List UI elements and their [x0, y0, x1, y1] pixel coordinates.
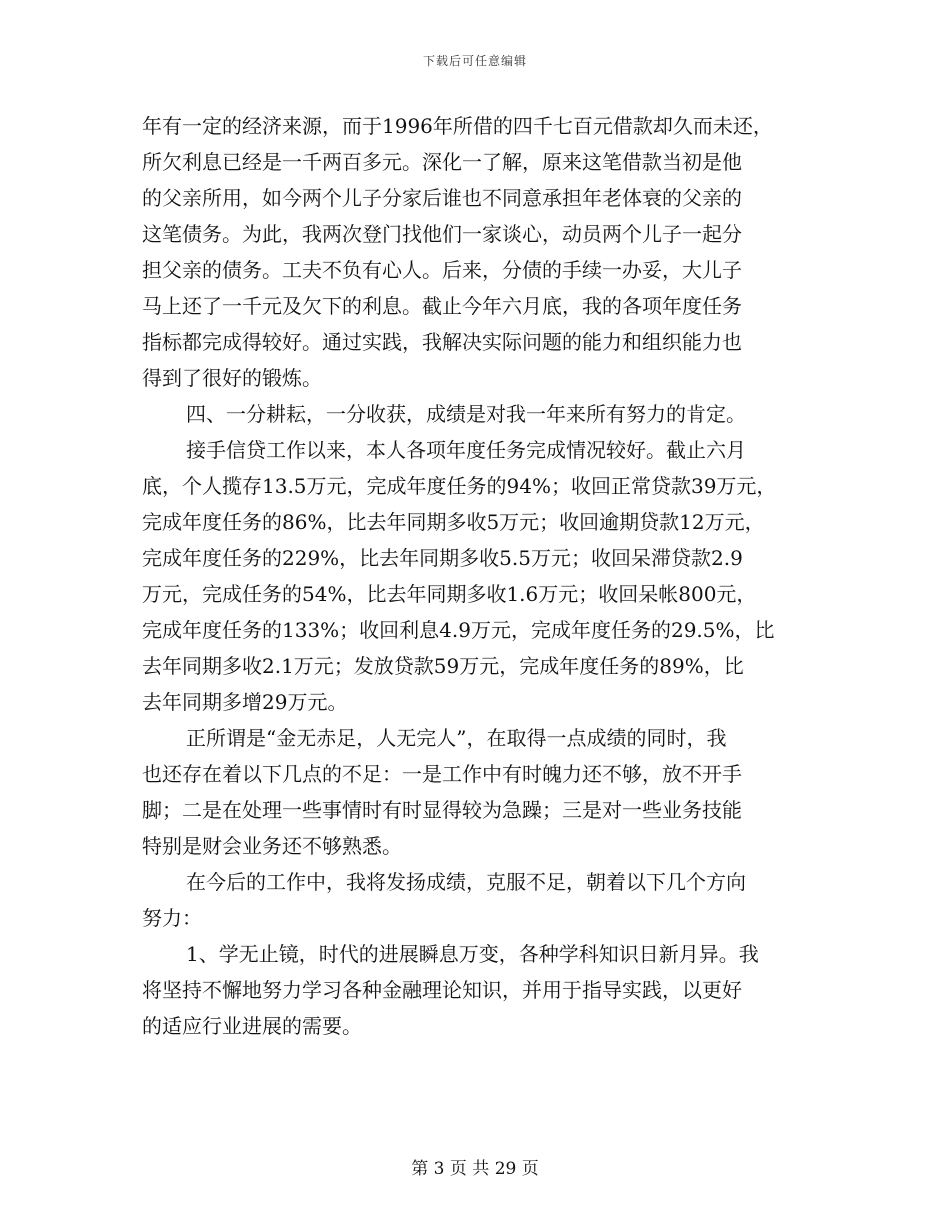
text-line-2: 所欠利息已经是一千两百多元。深化一了解，原来这笔借款当初是他	[142, 150, 742, 174]
text-line-1: 年有一定的经济来源，而于1996年所借的四千七百元借款却久而未还，	[142, 114, 773, 138]
text-line-7: 指标都完成得较好。通过实践，我解决实际问题的能力和组织能力也	[142, 330, 742, 354]
text-line-19: 也还存在着以下几点的不足：一是工作中有时魄力还不够，放不开手	[142, 762, 742, 786]
text-line-20: 脚；二是在处理一些事情时有时显得较为急躁；三是对一些业务技能	[142, 798, 742, 822]
text-line-25: 将坚持不懈地努力学习各种金融理论知识，并用于指导实践，以更好	[142, 978, 742, 1002]
text-line-5: 担父亲的债务。工夫不负有心人。后来，分债的手续一办妥，大儿子	[142, 258, 742, 282]
text-line-8: 得到了很好的锻炼。	[142, 366, 322, 390]
text-line-26: 的适应行业进展的需要。	[142, 1014, 362, 1038]
text-line-9: 四、一分耕耘，一分收获，成绩是对我一年来所有努力的肯定。	[186, 402, 746, 426]
text-line-15: 完成年度任务的133%；收回利息4.9万元，完成年度任务的29.5%，比	[142, 618, 775, 642]
text-line-10: 接手信贷工作以来，本人各项年度任务完成情况较好。截止六月	[186, 438, 746, 462]
text-line-16: 去年同期多收2.1万元；发放贷款59万元，完成年度任务的89%，比	[142, 654, 744, 678]
text-line-24: 1、学无止镜，时代的进展瞬息万变，各种学科知识日新月异。我	[186, 942, 759, 966]
text-line-11: 底，个人揽存13.5万元，完成年度任务的94%；收回正常贷款39万元，	[142, 474, 777, 498]
text-line-3: 的父亲所用，如今两个儿子分家后谁也不同意承担年老体衰的父亲的	[142, 186, 742, 210]
text-line-23: 努力：	[142, 906, 202, 930]
text-line-12: 完成年度任务的86%，比去年同期多收5万元；收回逾期贷款12万元，	[142, 510, 765, 534]
text-line-18: 正所谓是“金无赤足，人无完人”，在取得一点成绩的同时，我	[186, 726, 727, 750]
text-line-17: 去年同期多增29万元。	[142, 690, 348, 714]
document-body	[142, 108, 822, 1044]
text-line-4: 这笔债务。为此，我两次登门找他们一家谈心，动员两个儿子一起分	[142, 222, 742, 246]
page-header: 下载后可任意编辑	[422, 54, 527, 68]
text-line-14: 万元，完成任务的54%，比去年同期多收1.6万元；收回呆帐800元，	[142, 582, 757, 606]
page-number-footer: 第 3 页 共 29 页	[411, 1159, 539, 1179]
text-line-13: 完成年度任务的229%，比去年同期多收5.5万元；收回呆滞贷款2.9	[142, 546, 743, 570]
text-line-6: 马上还了一千元及欠下的利息。截止今年六月底，我的各项年度任务	[142, 294, 742, 318]
text-line-22: 在今后的工作中，我将发扬成绩，克服不足，朝着以下几个方向	[186, 870, 746, 894]
text-line-21: 特别是财会业务还不够熟悉。	[142, 834, 402, 858]
